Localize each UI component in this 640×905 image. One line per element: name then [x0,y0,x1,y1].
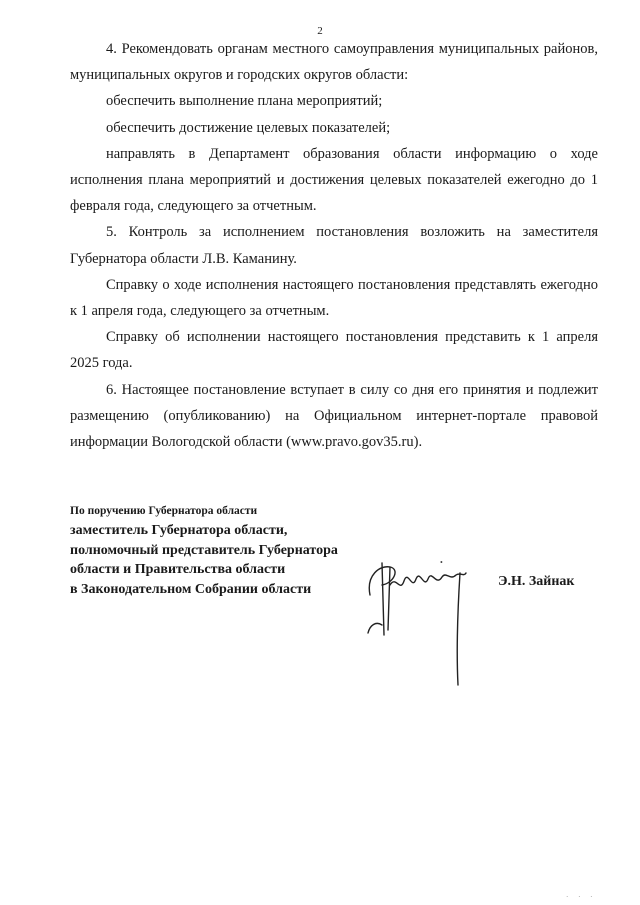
signatory-name: Э.Н. Зайнак [498,574,575,589]
page-number: 2 [317,25,323,37]
signatory-position-line: области и Правительства области [70,562,286,577]
handwritten-signature [360,555,472,690]
document-body [70,36,598,455]
paragraph-subitem: обеспечить выполнение плана мероприятий; [106,93,383,110]
signatory-position-line: заместитель Губернатора области, [70,523,288,538]
paragraph-text: Справку о ходе исполнения настоящего постановления представлять ежегодно к 1 апреля года, следующего за отчетным. [70,276,598,320]
signatory-position [70,521,338,599]
paragraph-text: Справку об исполнении настоящего постановления представить к 1 апреля 2025 года. [70,329,598,372]
signature-block [70,503,338,599]
signature-intro: По поручению Губернатора области [70,505,258,517]
paragraph-item-5: 5. Контроль за исполнением постановления возложить на заместителя Губернатора области Л.В. Каманину. [70,224,598,267]
paragraph-subitem: обеспечить достижение целевых показателей; [106,119,391,136]
ink-dot: • [440,558,443,567]
signatory-position-line: полномочный представитель Губернатора [70,542,338,558]
paragraph-item-6: 6. Настоящее постановление вступает в силу со дня его принятия и подлежит размещению (опубликованию) на Официальном интернет-портале правовой информации Вологодской области (www.pravo.gov35.ru). [70,381,598,451]
paragraph-item-4: 4. Рекомендовать органам местного самоуправления муниципальных районов, муниципальных округов и городских округов области: [70,41,598,84]
signatory-position-line: в Законодательном Собрании области [70,581,312,597]
scan-artifact-mark: · · · [566,893,597,901]
paragraph-subitem: направлять в Департамент образования области информацию о ходе исполнения плана мероприятий и достижения целевых показателей ежегодно до 1 февраля года, следующего за отчетным. [70,145,598,215]
